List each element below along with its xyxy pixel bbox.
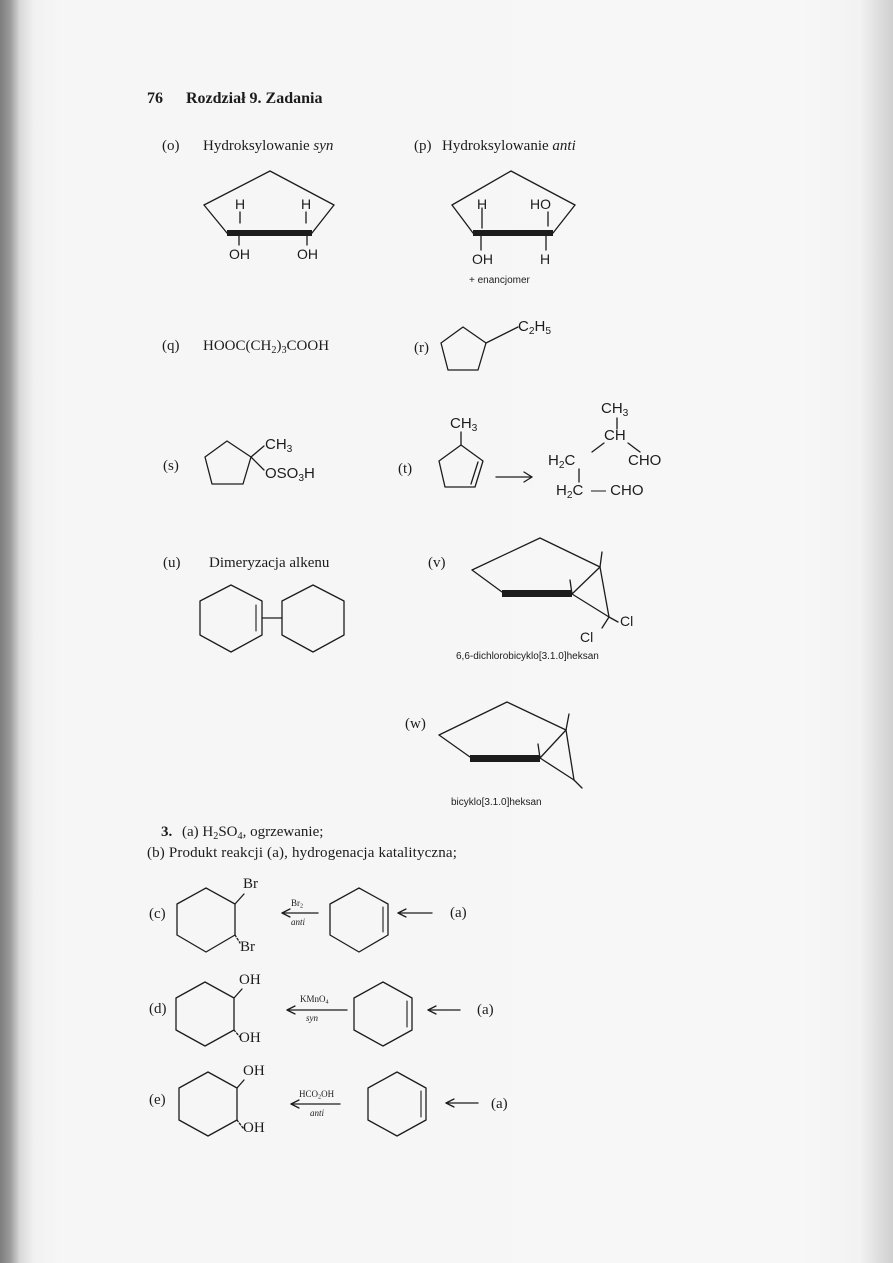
item-q-label: (q) — [162, 338, 180, 354]
structure-e — [179, 1072, 478, 1136]
structure-r — [441, 327, 518, 370]
item-p-label: (p) — [414, 138, 432, 154]
item-t-methyl: $CH_3$ — [450, 415, 478, 434]
item-o-title: Hydroksylowanie syn — [203, 138, 334, 154]
item-e-oh1: OH — [243, 1063, 265, 1079]
item-o-label: (o) — [162, 138, 180, 154]
item-t-cho-2: — CHO — [591, 482, 644, 499]
item-e-ref: (a) — [491, 1096, 508, 1112]
item-d-reagent: KMnO$_4$ — [300, 994, 329, 1006]
item-v-cl2: Cl — [580, 629, 594, 645]
structure-u — [200, 585, 344, 652]
item-r-label: (r) — [414, 340, 429, 356]
item-d-label: (d) — [149, 1001, 167, 1017]
structure-o — [204, 171, 334, 245]
item-t-ch: CH — [604, 427, 626, 444]
item-t-cho-1: CHO — [628, 452, 662, 469]
item-e-reagent: $HCO_2OH$ — [299, 1089, 335, 1101]
item-e-oh2: OH — [243, 1120, 265, 1136]
item-w-name: bicyklo[3.1.0]heksan — [451, 797, 542, 808]
item-c-br2: Br — [240, 939, 255, 955]
item-t-label: (t) — [398, 461, 413, 477]
item-e-condition: anti — [310, 1108, 325, 1118]
item-c-condition: anti — [291, 917, 306, 927]
section-3-number: 3. — [161, 824, 173, 840]
item-t-h2c-2: $H_2C$ — [556, 482, 584, 501]
structure-d — [176, 982, 460, 1046]
item-t-top-methyl: $CH_3$ — [601, 400, 629, 419]
item-r-ethyl: $C_2H_5$ — [518, 318, 552, 337]
section-3-line-2: (b) Produkt reakcji (a), hydrogenacja katalityczna; — [147, 845, 458, 861]
structure-w — [439, 702, 582, 788]
item-p-title: Hydroksylowanie anti — [442, 138, 576, 154]
structure-s — [205, 441, 264, 484]
item-o-oh1: OH — [229, 246, 250, 262]
item-p-oh: OH — [472, 251, 493, 267]
item-o-oh2: OH — [297, 246, 318, 262]
item-d-condition: syn — [306, 1013, 318, 1023]
item-c-label: (c) — [149, 906, 166, 922]
item-w-label: (w) — [405, 716, 426, 732]
item-p-h1: H — [477, 196, 488, 212]
structure-p — [452, 171, 575, 250]
item-p-ho: HO — [530, 196, 551, 212]
item-o-h2: H — [301, 196, 312, 212]
item-d-ref: (a) — [477, 1002, 494, 1018]
item-s-label: (s) — [163, 458, 179, 474]
item-c-ref: (a) — [450, 905, 467, 921]
item-p-note: + enancjomer — [469, 275, 530, 286]
item-v-name: 6,6-dichlorobicyklo[3.1.0]heksan — [456, 651, 599, 662]
item-v-cl1: Cl — [620, 613, 634, 629]
item-c-br1: Br — [243, 876, 258, 892]
page-number: 76 — [147, 90, 163, 107]
item-o-h1: H — [235, 196, 246, 212]
structure-v — [472, 538, 618, 628]
item-d-oh2: OH — [239, 1030, 261, 1046]
section-3-line-1: (a) $H_2SO_4$, ogrzewanie; — [182, 824, 324, 842]
item-u-title: Dimeryzacja alkenu — [209, 555, 330, 571]
item-u-label: (u) — [163, 555, 181, 571]
item-q-formula: $HOOC(CH_2)_3COOH$ — [203, 338, 330, 356]
item-s-methyl: $CH_3$ — [265, 436, 293, 455]
item-p-h2: H — [540, 251, 551, 267]
item-v-label: (v) — [428, 555, 446, 571]
item-s-sulfate: $OSO_3H$ — [265, 465, 315, 484]
item-c-reagent: $Br_2$ — [291, 898, 304, 910]
chapter-title: Rozdział 9. Zadania — [186, 90, 323, 107]
item-d-oh1: OH — [239, 972, 261, 988]
item-t-h2c-1: $H_2C$ — [548, 452, 576, 471]
item-e-label: (e) — [149, 1092, 166, 1108]
